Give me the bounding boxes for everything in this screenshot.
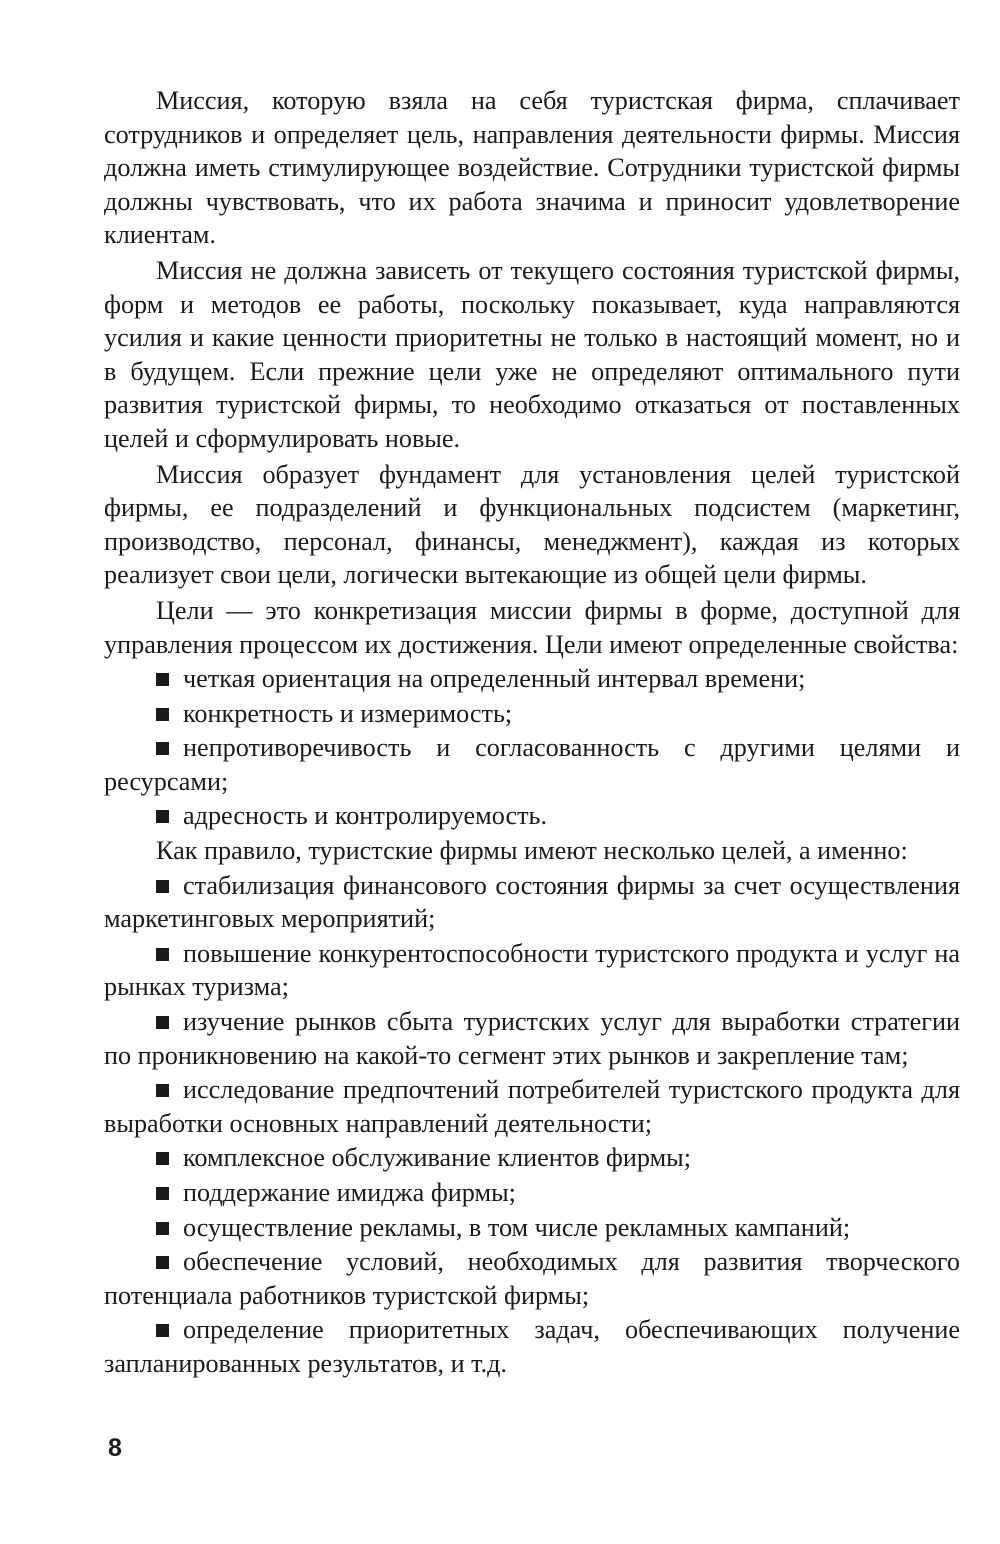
bullet-square-icon — [156, 1152, 169, 1165]
bullet-square-icon — [156, 1222, 169, 1235]
bullet-square-icon — [156, 1187, 169, 1200]
list-item: повышение конкурентоспособности туристского продукта и услуг на рынках туризма; — [104, 938, 960, 1002]
bullet-square-icon — [156, 1084, 169, 1097]
page-body — [104, 84, 960, 1381]
bullet-square-icon — [156, 1016, 169, 1029]
list-item: комплексное обслуживание клиентов фирмы; — [104, 1141, 960, 1175]
paragraph-mission-independence: Миссия не должна зависеть от текущего состояния туристской фирмы, форм и методов ее работы, поскольку показывает, куда направляются усилия и какие ценности приоритетны не только в настоящий момент, но и в будущем. Если прежние цели уже не определяют оптимального пути развития туристской фирмы, то необходимо отказаться от поставленных целей и сформулировать новые. — [104, 255, 960, 453]
list-item: адресность и контролируемость. — [104, 799, 960, 833]
paragraph-mission: Миссия, которую взяла на себя туристская фирма, сплачивает сотрудников и определяет цель, направления деятельности фирмы. Миссия должна иметь стимулирующее воздействие. Сотрудники туристской фирмы должны чувствовать, что их работа значима и приносит удовлетворение клиентам. — [104, 86, 960, 250]
bullet-square-icon — [156, 742, 169, 755]
page-number: 8 — [108, 1434, 122, 1462]
bullet-square-icon — [156, 1324, 169, 1337]
bullet-square-icon — [156, 948, 169, 961]
list-item: определение приоритетных задач, обеспечивающих получение запланированных результатов, и т.д. — [104, 1315, 960, 1378]
list-item: изучение рынков сбыта туристских услуг для выработки стратегии по проникновению на какой-то сегмент этих рынков и закрепление там; — [104, 1007, 960, 1070]
bullet-square-icon — [156, 810, 169, 823]
list-item: конкретность и измеримость; — [104, 697, 960, 731]
goals-intro: Как правило, туристские фирмы имеют несколько целей, а именно: — [156, 836, 908, 866]
bullet-square-icon — [156, 880, 169, 893]
list-item: исследование предпочтений потребителей туристского продукта для выработки основных направлений деятельности; — [104, 1075, 960, 1138]
list-item: непротиворечивость и согласованность с другими целями и ресурсами; — [104, 733, 960, 796]
bullet-square-icon — [156, 708, 169, 721]
list-item: обеспечение условий, необходимых для развития творческого потенциала работников туристской фирмы; — [104, 1247, 960, 1310]
list-item: стабилизация финансового состояния фирмы за счет осуществления маркетинговых мероприятий; — [104, 870, 960, 934]
paragraph-goals-definition: Цели — это конкретизация миссии фирмы в форме, доступной для управления процессом их достижения. Цели имеют определенные свойства: — [104, 595, 960, 659]
list-item: поддержание имиджа фирмы; — [104, 1176, 960, 1210]
firm-goals-list — [104, 869, 960, 1381]
goal-properties-list — [104, 662, 960, 833]
paragraph-mission-foundation: Миссия образует фундамент для установления целей туристской фирмы, ее подразделений и функциональных подсистем (маркетинг, производство, персонал, финансы, менеджмент), каждая из которых реализует свои цели, логически вытекающие из общей цели фирмы. — [104, 459, 960, 590]
bullet-square-icon — [156, 1256, 169, 1269]
list-item: осуществление рекламы, в том числе рекламных кампаний; — [104, 1211, 960, 1245]
list-item: четкая ориентация на определенный интервал времени; — [104, 662, 960, 696]
bullet-square-icon — [156, 673, 169, 686]
